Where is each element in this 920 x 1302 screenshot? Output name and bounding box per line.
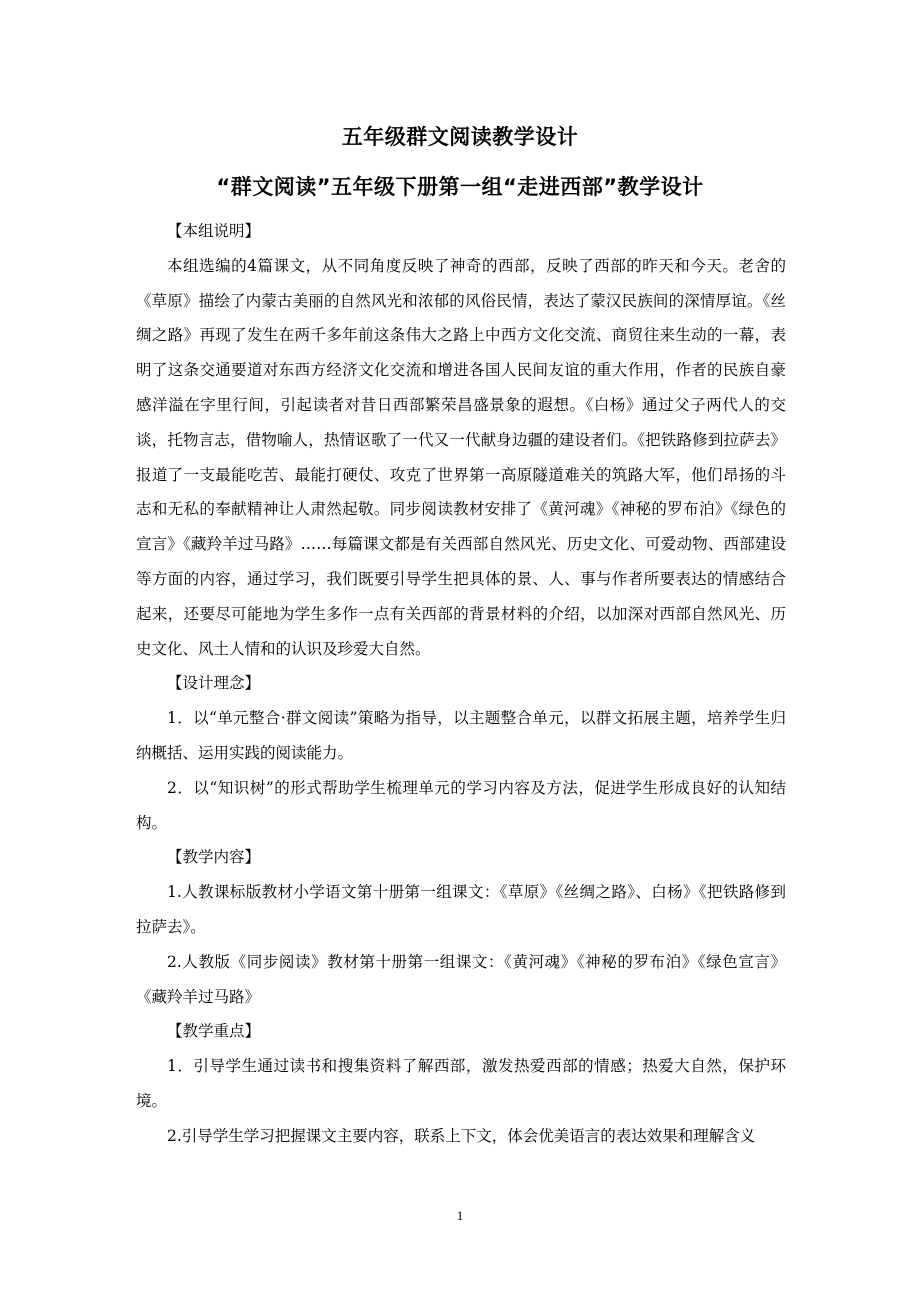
focus-item-2: 2.引导学生学习把握课文主要内容，联系上下文，体会优美语言的表达效果和理解含义 [167, 1126, 756, 1145]
content-item-2: 2.人教版《同步阅读》教材第十册第一组课文：《黄河魂》《神秘的罗布泊》《绿色宣言》《藏羚羊过马路》 [136, 952, 786, 1006]
concept-item-2: 2．以“知识树”的形式帮助学生梳理单元的学习内容及方法，促进学生形成良好的认知结构。 [136, 778, 786, 832]
concept-item-1: 1．以“单元整合·群文阅读”策略为指导，以主题整合单元，以群文拓展主题，培养学生归纳概括、运用实践的阅读能力。 [136, 709, 786, 762]
document-body [136, 214, 786, 1154]
content-item-1: 1.人教课标版教材小学语文第十册第一组课文：《草原》《丝绸之路》、白杨》《把铁路修到拉萨去》。 [136, 883, 786, 936]
page-title: 五年级群文阅读教学设计 [341, 125, 579, 149]
intro-paragraph: 本组选编的4篇课文，从不同角度反映了神奇的西部，反映了西部的昨天和今天。老舍的《草原》描绘了内蒙古美丽的自然风光和浓郁的风俗民情，表达了蒙汉民族间的深情厚谊。《丝绸之路》再现了发生在两千多年前这条伟大之路上中西方文化交流、商贸往来生动的一幕，表明了这条交通要道对东西方经济文化交流和增进各国人民间友谊的重大作用，作者的民族自豪感洋溢在字里行间，引起读者对昔日西部繁荣昌盛景象的遐想。《白杨》通过父子两代人的交谈，托物言志，借物喻人，热情讴歌了一代又一代献身边疆的建设者们。《把铁路修到拉萨去》报道了一支最能吃苦、最能打硬仗、攻克了世界第一高原隧道难关的筑路大军，他们昂扬的斗志和无私的奉献精神让人肃然起敬。同步阅读教材安排了《黄河魂》《神秘的罗布泊》《绿色的宣言》《藏羚羊过马路》……每篇课文都是有关西部自然风光、历史文化、可爱动物、西部建设等方面的内容，通过学习，我们既要引导学生把具体的景、人、事与作者所要表达的情感结合起来，还要尽可能地为学生多作一点有关西部的背景材料的介绍，以加深对西部自然风光、历史文化、风土人情和的认识及珍爱大自然。 [136, 256, 786, 658]
section-heading-intro: 【本组说明】 [167, 222, 261, 240]
section-heading-focus: 【教学重点】 [167, 1022, 261, 1041]
section-heading-content: 【教学内容】 [167, 848, 261, 867]
section-heading-concept: 【设计理念】 [167, 674, 261, 693]
page-number: 1 [456, 1208, 464, 1223]
focus-item-1: 1．引导学生通过读书和搜集资料了解西部，激发热爱西部的情感；热爱大自然，保护环境。 [136, 1057, 786, 1110]
page-subtitle: “群文阅读”五年级下册第一组“走进西部”教学设计 [216, 175, 704, 199]
